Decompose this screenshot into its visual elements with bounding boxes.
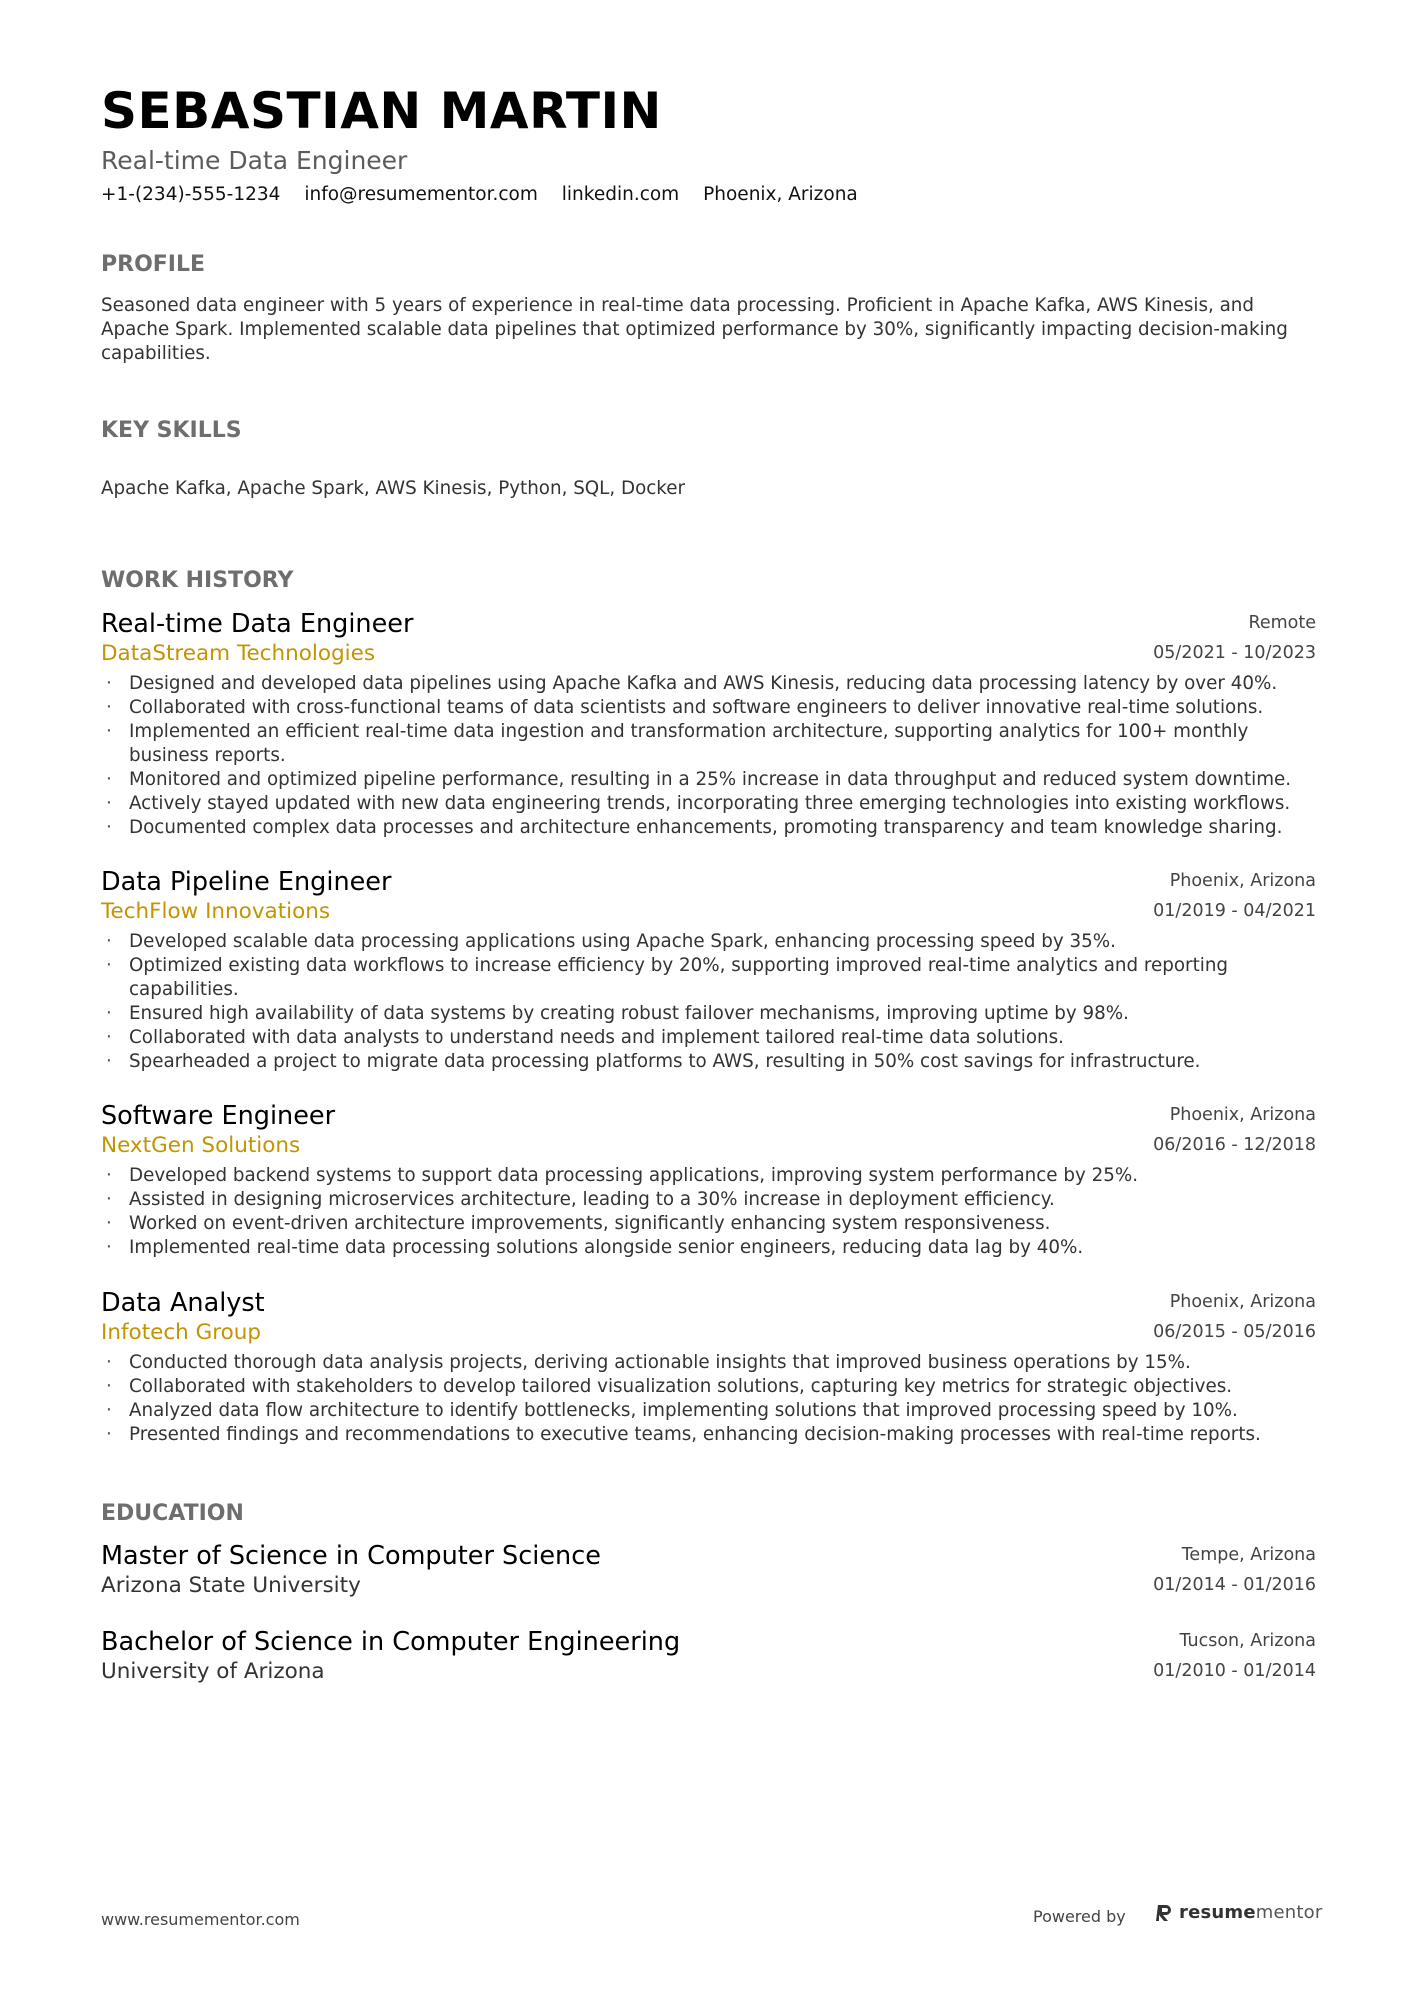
- job-bullets: [101, 672, 1316, 840]
- candidate-name: SEBASTIAN MARTIN: [101, 82, 662, 140]
- job-entry: [101, 608, 1316, 840]
- job-bullet: · Collaborated with data analysts to understand needs and implement tailored real-time data solutions.: [101, 1026, 1316, 1050]
- job-bullet: · Worked on event-driven architecture improvements, significantly enhancing system responsiveness.: [101, 1212, 1316, 1236]
- job-dates: 06/2015 - 05/2016: [1153, 1322, 1316, 1342]
- job-bullet: · Developed backend systems to support data processing applications, improving system performance by 25%.: [101, 1164, 1316, 1188]
- contact-linkedin[interactable]: linkedin.com: [561, 184, 680, 205]
- profile-heading: PROFILE: [101, 252, 206, 277]
- job-bullet: · Ensured high availability of data systems by creating robust failover mechanisms, improving uptime by 98%.: [101, 1002, 1316, 1026]
- job-company: NextGen Solutions: [101, 1133, 301, 1158]
- contact-phone[interactable]: +1-(234)-555-1234: [101, 184, 281, 205]
- contact-email[interactable]: info@resumementor.com: [304, 184, 538, 205]
- contact-line: [101, 184, 876, 205]
- school-location: Tempe, Arizona: [1181, 1545, 1316, 1565]
- job-title: Real-time Data Engineer: [101, 609, 414, 639]
- footer-website-link[interactable]: www.resumementor.com: [101, 1910, 300, 1929]
- job-bullet: · Implemented real-time data processing solutions alongside senior engineers, reducing data lag by 40%.: [101, 1236, 1316, 1260]
- job-dates: 01/2019 - 04/2021: [1153, 901, 1316, 921]
- work-heading: WORK HISTORY: [101, 568, 294, 593]
- job-bullets: [101, 1164, 1316, 1260]
- brand-bold: resume: [1179, 1902, 1256, 1923]
- degree-title: Master of Science in Computer Science: [101, 1541, 601, 1571]
- job-bullet: · Designed and developed data pipelines using Apache Kafka and AWS Kinesis, reducing data processing latency by over 40%.: [101, 672, 1316, 696]
- job-entry: [101, 1287, 1316, 1447]
- job-bullet: · Spearheaded a project to migrate data processing platforms to AWS, resulting in 50% cost savings for infrastructure.: [101, 1050, 1316, 1074]
- education-heading: EDUCATION: [101, 1501, 244, 1526]
- job-bullet: · Monitored and optimized pipeline performance, resulting in a 25% increase in data throughput and reduced system downtime.: [101, 768, 1316, 792]
- candidate-role: Real-time Data Engineer: [101, 146, 408, 175]
- job-location: Remote: [1248, 613, 1316, 633]
- job-dates: 05/2021 - 10/2023: [1153, 643, 1316, 663]
- job-location: Phoenix, Arizona: [1169, 871, 1316, 891]
- school-dates: 01/2014 - 01/2016: [1153, 1575, 1316, 1595]
- contact-location: Phoenix, Arizona: [703, 184, 858, 205]
- job-bullet: · Conducted thorough data analysis projects, deriving actionable insights that improved business operations by 15%.: [101, 1351, 1316, 1375]
- job-title: Data Pipeline Engineer: [101, 867, 392, 897]
- job-dates: 06/2016 - 12/2018: [1153, 1135, 1316, 1155]
- skills-text: Apache Kafka, Apache Spark, AWS Kinesis, Python, SQL, Docker: [101, 478, 685, 499]
- job-bullets: [101, 1351, 1316, 1447]
- job-bullet: · Documented complex data processes and architecture enhancements, promoting transparency and team knowledge sharing.: [101, 816, 1316, 840]
- education-entry: [101, 1626, 1316, 1686]
- job-bullet: · Implemented an efficient real-time data ingestion and transformation architecture, supporting analytics for 100+ monthly business reports.: [101, 720, 1316, 768]
- job-bullet: · Collaborated with stakeholders to develop tailored visualization solutions, capturing key metrics for strategic objectives.: [101, 1375, 1316, 1399]
- job-company: TechFlow Innovations: [101, 899, 331, 924]
- brand-light: mentor: [1255, 1902, 1323, 1923]
- job-company: Infotech Group: [101, 1320, 262, 1345]
- resumementor-logo[interactable]: [1155, 1902, 1322, 1923]
- job-bullet: · Assisted in designing microservices architecture, leading to a 30% increase in deployment efficiency.: [101, 1188, 1316, 1212]
- job-bullet: · Optimized existing data workflows to increase efficiency by 20%, supporting improved real-time analytics and reporting capabilities.: [101, 954, 1316, 1002]
- job-title: Software Engineer: [101, 1101, 336, 1131]
- job-bullet: · Analyzed data flow architecture to identify bottlenecks, implementing solutions that improved processing speed by 10%.: [101, 1399, 1316, 1423]
- skills-heading: KEY SKILLS: [101, 418, 242, 443]
- job-entry: [101, 1100, 1316, 1260]
- job-title: Data Analyst: [101, 1288, 265, 1318]
- job-bullet: · Developed scalable data processing applications using Apache Spark, enhancing processing speed by 35%.: [101, 930, 1316, 954]
- school-name: Arizona State University: [101, 1573, 361, 1598]
- school-name: University of Arizona: [101, 1659, 325, 1684]
- job-bullet: · Presented findings and recommendations to executive teams, enhancing decision-making processes with real-time reports.: [101, 1423, 1316, 1447]
- job-bullets: [101, 930, 1316, 1074]
- job-location: Phoenix, Arizona: [1169, 1105, 1316, 1125]
- resumementor-logo-text: [1179, 1902, 1322, 1923]
- job-entry: [101, 866, 1316, 1074]
- school-location: Tucson, Arizona: [1179, 1631, 1316, 1651]
- powered-by-label: Powered by: [1033, 1907, 1126, 1926]
- job-company: DataStream Technologies: [101, 641, 376, 666]
- job-location: Phoenix, Arizona: [1169, 1292, 1316, 1312]
- profile-text: Seasoned data engineer with 5 years of experience in real-time data processing. Proficient in Apache Kafka, AWS Kinesis, and Apache Spark. Implemented scalable data pipelines that optimized performance by 30%, significantly impacting decision-making capabilities.: [101, 295, 1288, 364]
- job-bullet: · Actively stayed updated with new data engineering trends, incorporating three emerging technologies into existing workflows.: [101, 792, 1316, 816]
- education-entry: [101, 1540, 1316, 1600]
- resumementor-logo-icon: [1155, 1903, 1173, 1923]
- degree-title: Bachelor of Science in Computer Engineering: [101, 1627, 681, 1657]
- job-bullet: · Collaborated with cross-functional teams of data scientists and software engineers to deliver innovative real-time solutions.: [101, 696, 1316, 720]
- school-dates: 01/2010 - 01/2014: [1153, 1661, 1316, 1681]
